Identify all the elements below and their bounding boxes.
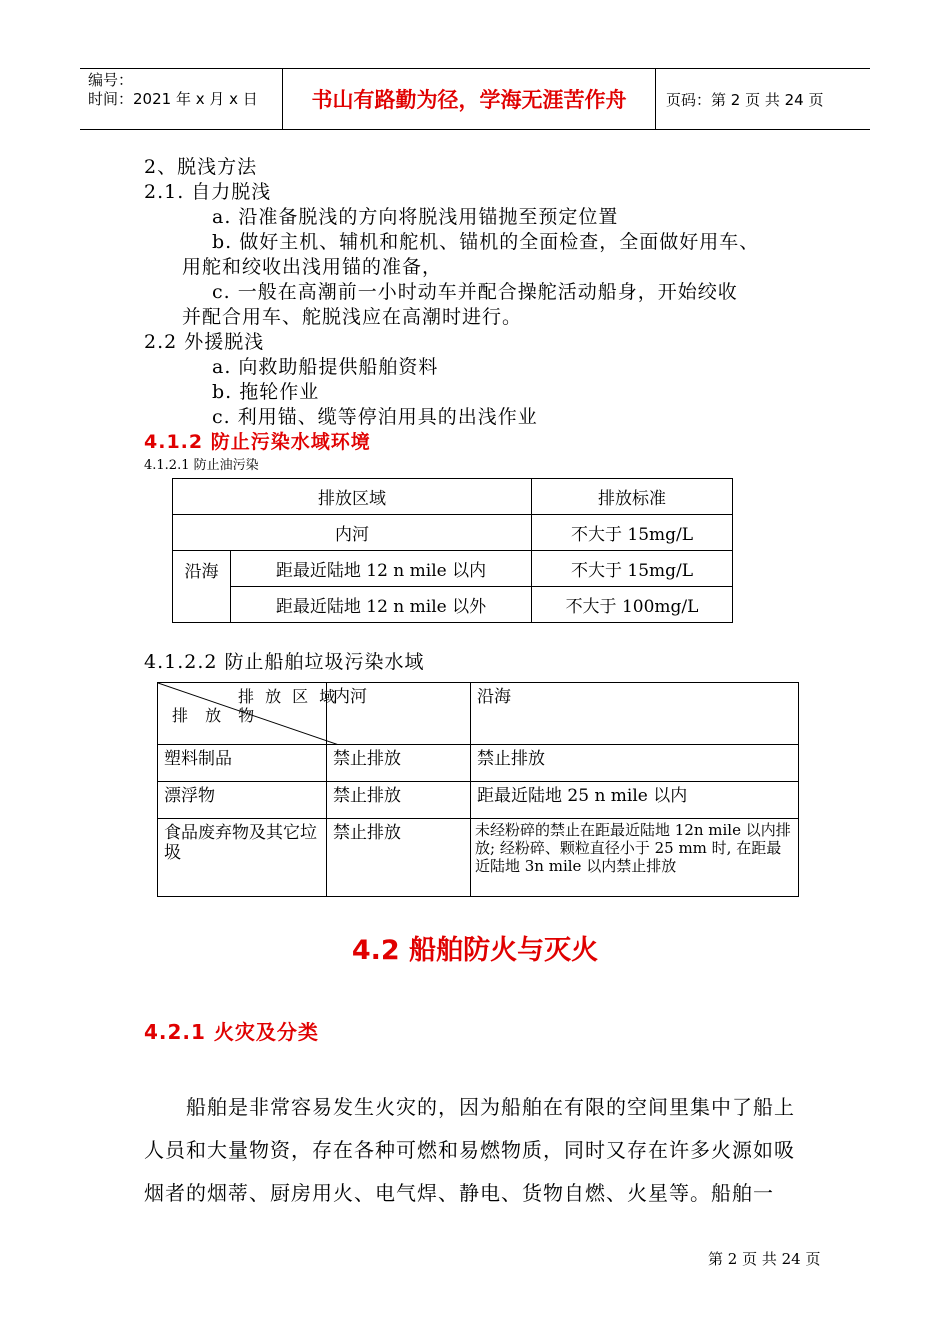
- subsection-self-refloat: 2.1. 自力脱浅: [144, 181, 272, 203]
- heading-4-2-1: 4.2.1 火灾及分类: [144, 1020, 319, 1044]
- table-cell: 内河: [173, 515, 532, 551]
- page-footer: 第 2 页 共 24 页: [708, 1250, 821, 1268]
- table-cell: 漂浮物: [158, 782, 327, 819]
- table-header: 内河: [327, 683, 471, 745]
- header-number: 编号：: [88, 71, 134, 89]
- list-item: c. 一般在高潮前一小时动车并配合操舵活动船身，开始绞收: [212, 281, 738, 303]
- table-cell: 不大于 15mg/L: [532, 515, 733, 551]
- table-cell: 不大于 15mg/L: [532, 551, 733, 587]
- table-cell: 未经粉碎的禁止在距最近陆地 12n mile 以内排放; 经粉碎、颗粒直径小于 25 mm 时, 在距最近陆地 3n mile 以内禁止排放: [471, 819, 799, 897]
- list-item: a. 向救助船提供船舶资料: [212, 356, 439, 378]
- diag-header-top: 排 放 区 域: [238, 687, 339, 706]
- table-header: 排放标准: [532, 479, 733, 515]
- table-header: 排放区域: [173, 479, 532, 515]
- table-cell: 沿海: [173, 551, 231, 623]
- heading-4-1-2: 4.1.2 防止污染水域环境: [144, 431, 371, 453]
- list-item: b. 做好主机、辅机和舵机、锚机的全面检查，全面做好用车、: [212, 231, 760, 253]
- table-cell: 距最近陆地 12 n mile 以外: [231, 587, 532, 623]
- table-cell: 不大于 100mg/L: [532, 587, 733, 623]
- table-header: 沿海: [471, 683, 799, 745]
- section-title-refloat: 2、脱浅方法: [144, 156, 258, 178]
- header-meta: [80, 69, 283, 129]
- header-page-info: 页码：第 2 页 共 24 页: [666, 90, 824, 109]
- table-cell: 禁止排放: [471, 745, 799, 782]
- table-cell: 禁止排放: [327, 782, 471, 819]
- subsection-external-refloat: 2.2 外援脱浅: [144, 331, 265, 353]
- list-item-cont: 并配合用车、舵脱浅应在高潮时进行。: [182, 306, 523, 328]
- list-item-cont: 用舵和绞收出浅用锚的准备，: [182, 256, 443, 278]
- list-item: c. 利用锚、缆等停泊用具的出浅作业: [212, 406, 538, 428]
- oil-discharge-table: [172, 478, 733, 623]
- table-cell: 距最近陆地 12 n mile 以内: [231, 551, 532, 587]
- header-time: 时间：2021 年 x 月 x 日: [88, 90, 258, 108]
- heading-4-2: 4.2 船舶防火与灭火: [351, 935, 599, 966]
- table-cell: 禁止排放: [327, 819, 471, 897]
- list-item: a. 沿准备脱浅的方向将脱浅用锚抛至预定位置: [212, 206, 619, 228]
- heading-4-1-2-2: 4.1.2.2 防止船舶垃圾污染水域: [144, 651, 425, 673]
- table-cell: 禁止排放: [327, 745, 471, 782]
- table-cell: 距最近陆地 25 n mile 以内: [471, 782, 799, 819]
- heading-4-1-2-1: 4.1.2.1 防止油污染: [144, 458, 259, 473]
- diag-header-bottom: 排 放 物: [172, 706, 261, 725]
- page-header: [80, 68, 870, 130]
- table-cell: 食品废弃物及其它垃圾: [158, 819, 327, 897]
- table-cell: 塑料制品: [158, 745, 327, 782]
- list-item: b. 拖轮作业: [212, 381, 320, 403]
- header-motto: 书山有路勤为径，学海无涯苦作舟: [283, 69, 656, 129]
- diagonal-header-cell: [158, 683, 339, 745]
- garbage-discharge-table: [157, 682, 799, 897]
- body-paragraph: 船舶是非常容易发生火灾的，因为船舶在有限的空间里集中了船上人员和大量物资，存在各种可燃和易燃物质，同时又存在许多火源如吸烟者的烟蒂、厨房用火、电气焊、静电、货物自燃、火星等。船舶一: [144, 1095, 795, 1205]
